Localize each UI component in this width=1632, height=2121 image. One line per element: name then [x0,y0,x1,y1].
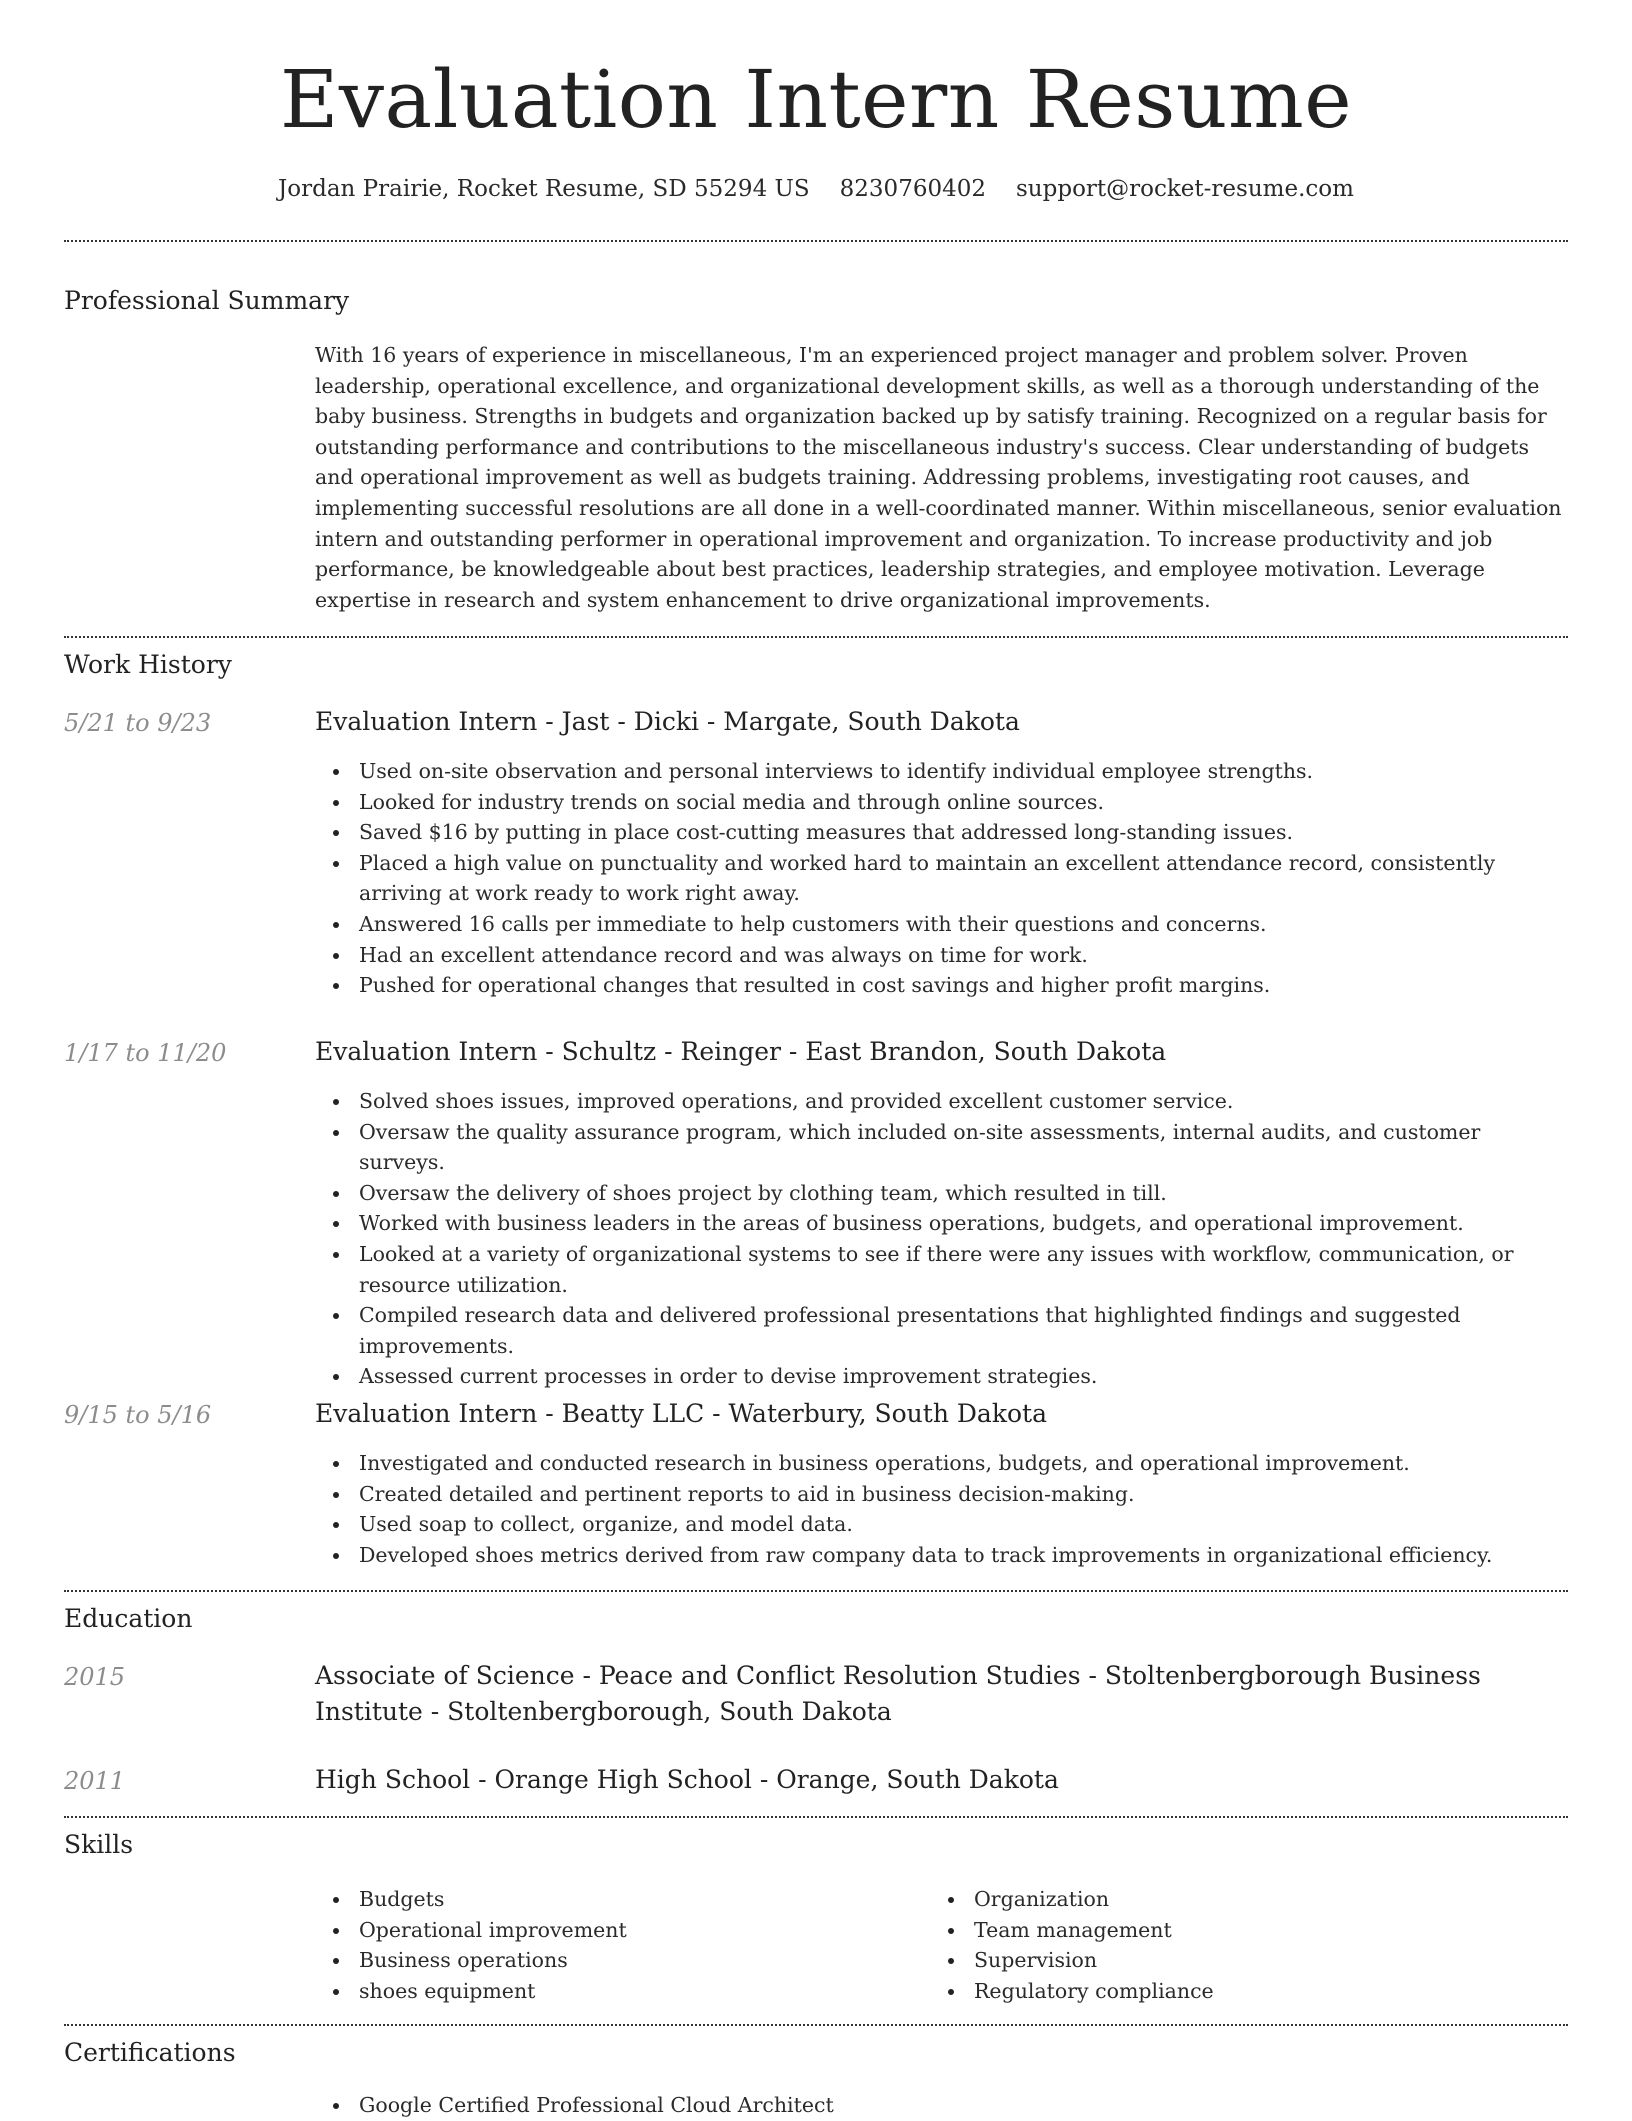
list-item: Answered 16 calls per immediate to help customers with their questions and concerns. [359,909,1570,940]
job-dates: 5/21 to 9/23 [64,709,212,737]
list-item: Looked for industry trends on social media and through online sources. [359,787,1570,818]
section-title-summary: Professional Summary [64,286,350,315]
section-divider [64,636,1568,638]
list-item: Placed a high value on punctuality and worked hard to maintain an excellent attendance record, consistently arriving at work ready to work right away. [359,848,1570,909]
job-title: Evaluation Intern - Beatty LLC - Waterbury, South Dakota [315,1399,1047,1428]
job-bullets [315,1086,1570,1392]
job-title: Evaluation Intern - Schultz - Reinger - East Brandon, South Dakota [315,1037,1167,1066]
section-divider [64,240,1568,242]
job-dates: 9/15 to 5/16 [64,1401,212,1429]
list-item: Saved $16 by putting in place cost-cutting measures that addressed long-standing issues. [359,817,1570,848]
list-item: Organization [974,1884,1530,1915]
list-item: Budgets [359,1884,915,1915]
education-year: 2011 [64,1767,126,1795]
skills-list-left [315,1884,915,2006]
education-year: 2015 [64,1663,126,1691]
job-bullets [315,1448,1570,1570]
education-title: High School - Orange High School - Orange, South Dakota [315,1765,1059,1794]
section-divider [64,1816,1568,1818]
list-item: Used soap to collect, organize, and model data. [359,1509,1570,1540]
list-item: Pushed for operational changes that resulted in cost savings and higher profit margins. [359,970,1570,1001]
list-item: Regulatory compliance [974,1976,1530,2007]
section-divider [64,1590,1568,1592]
job-dates: 1/17 to 11/20 [64,1039,227,1067]
list-item: Worked with business leaders in the areas of business operations, budgets, and operational improvement. [359,1208,1570,1239]
list-item: Business operations [359,1945,915,1976]
section-title-education: Education [64,1604,193,1633]
section-title-skills: Skills [64,1830,134,1859]
contact-phone: 8230760402 [839,176,986,202]
list-item: Had an excellent attendance record and was always on time for work. [359,940,1570,971]
section-divider [64,2024,1568,2026]
list-item: Team management [974,1915,1530,1946]
contact-address: Jordan Prairie, Rocket Resume, SD 55294 US [278,176,810,202]
contact-email: support@rocket-resume.com [1016,176,1354,202]
list-item: Compiled research data and delivered professional presentations that highlighted findings and suggested improvements. [359,1300,1570,1361]
list-item: Oversaw the delivery of shoes project by clothing team, which resulted in till. [359,1178,1570,1209]
list-item: Used on-site observation and personal interviews to identify individual employee strengths. [359,756,1570,787]
list-item: Operational improvement [359,1915,915,1946]
list-item: shoes equipment [359,1976,915,2007]
resume-title: Evaluation Intern Resume [279,53,1353,146]
certifications-list [315,2090,1570,2121]
section-title-certifications: Certifications [64,2038,236,2067]
list-item: Created detailed and pertinent reports to aid in business decision-making. [359,1479,1570,1510]
skills-list-right [930,1884,1530,2006]
job-title: Evaluation Intern - Jast - Dicki - Margate, South Dakota [315,707,1020,736]
summary-text: With 16 years of experience in miscellaneous, I'm an experienced project manager and problem solver. Proven leadership, operational excellence, and organizational development skills, as well as a thorough understanding of the baby business. Strengths in budgets and organization backed up by satisfy training. Recognized on a regular basis for outstanding performance and contributions to the miscellaneous industry's success. Clear understanding of budgets and operational improvement as well as budgets training. Addressing problems, investigating root causes, and implementing successful resolutions are all done in a well-coordinated manner. Within miscellaneous, senior evaluation intern and outstanding performer in operational improvement and organization. To increase productivity and job performance, be knowledgeable about best practices, leadership strategies, and employee motivation. Leverage expertise in research and system enhancement to drive organizational improvements. [315,343,1562,612]
list-item: Looked at a variety of organizational systems to see if there were any issues with workflow, communication, or resource utilization. [359,1239,1570,1300]
contact-line [0,172,1632,206]
section-title-work: Work History [64,650,232,679]
list-item: Developed shoes metrics derived from raw company data to track improvements in organizational efficiency. [359,1540,1570,1571]
list-item: Oversaw the quality assurance program, which included on-site assessments, internal audits, and customer surveys. [359,1117,1570,1178]
list-item: Investigated and conducted research in business operations, budgets, and operational improvement. [359,1448,1570,1479]
list-item: Solved shoes issues, improved operations, and provided excellent customer service. [359,1086,1570,1117]
education-title: Associate of Science - Peace and Conflict Resolution Studies - Stoltenbergborough Business Institute - Stoltenbergborough, South Dakota [315,1661,1481,1726]
list-item: Assessed current processes in order to devise improvement strategies. [359,1361,1570,1392]
list-item: Google Certified Professional Cloud Architect [359,2090,1570,2121]
list-item: Supervision [974,1945,1530,1976]
job-bullets [315,756,1570,1001]
